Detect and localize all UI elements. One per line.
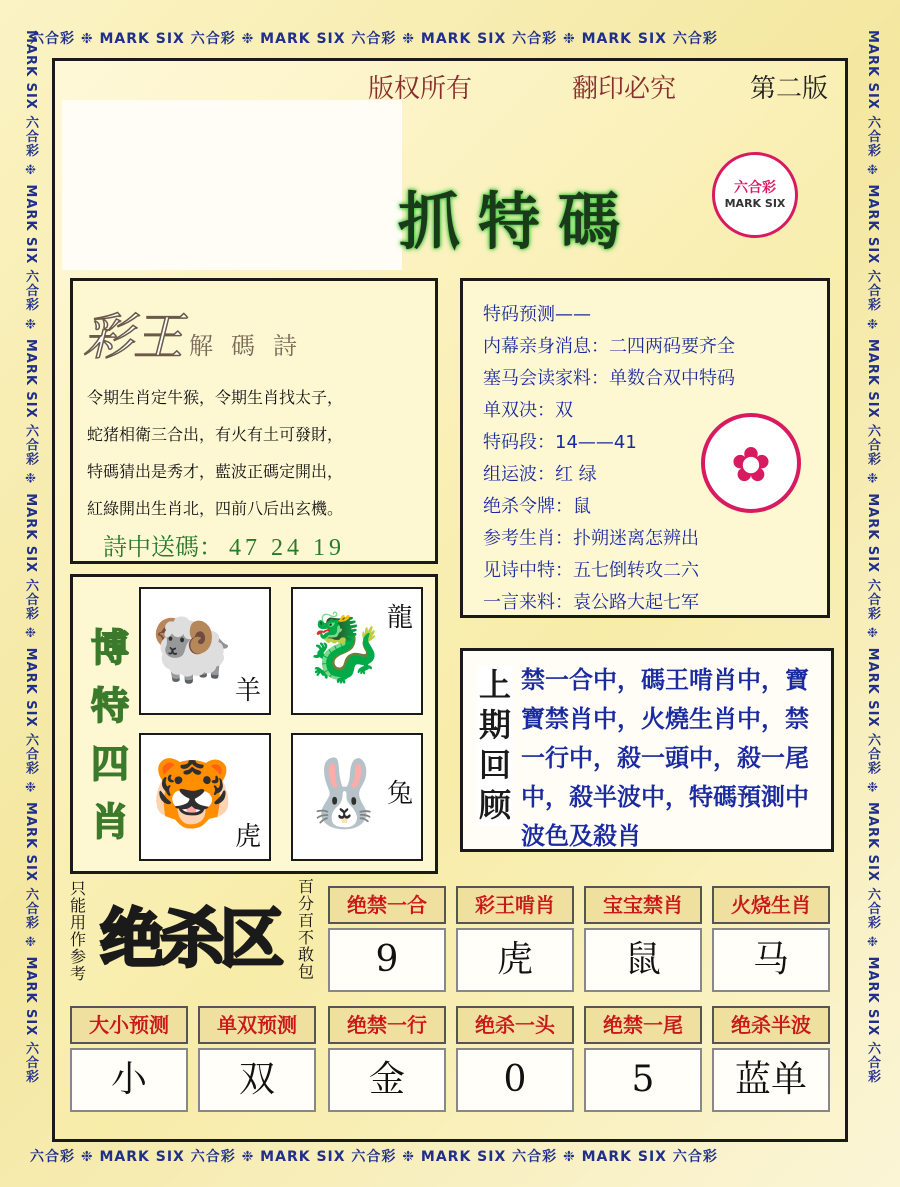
grid-value: 小 [70, 1048, 188, 1112]
grid-head: 绝禁一合 [328, 886, 446, 924]
forecast-line: 特码预测—— [483, 304, 591, 325]
poem-title [83, 297, 315, 369]
hk-seal-icon [701, 413, 801, 513]
tiger-icon: 🐯 [151, 755, 234, 832]
blank-patch [62, 100, 402, 270]
forecast-line: 单双决：双 [483, 400, 573, 421]
zodiac-name: 龍 [386, 603, 413, 633]
logo-line1: 六合彩 [734, 180, 776, 196]
grid-head: 绝禁一行 [328, 1006, 446, 1044]
zodiac-cell-goat [139, 587, 271, 715]
dragon-icon: 🐉 [303, 609, 386, 686]
kill-left-note: 只能用作参考 [70, 879, 87, 983]
review-side-char: 期 [478, 706, 511, 744]
grid-value: 蓝单 [712, 1048, 830, 1112]
goat-icon: 🐏 [151, 609, 234, 686]
zodiac-label [87, 619, 133, 851]
grid-value: 金 [328, 1048, 446, 1112]
zodiac-cell-tiger [139, 733, 271, 861]
forecast-line: 参考生肖：扑朔迷离怎辨出 [483, 528, 699, 549]
forecast-line: 一言来料：袁公路大起七军 [483, 592, 699, 613]
review-text: 禁一合中，碼王啃肖中，寶寶禁肖中，火燒生肖中，禁一行中，殺一頭中，殺一尾中，殺半波中，特碼預測中波色及殺肖 [521, 666, 809, 850]
zodiac-label-char: 特 [90, 684, 129, 728]
forecast-line: 组运波：红 绿 [483, 464, 597, 485]
poem-line: 蛇猪相衛三合出，有火有土可發財， [87, 425, 344, 444]
poem-gift-values: 47 24 19 [229, 535, 345, 561]
forecast-line: 特码段：14——41 [483, 432, 637, 453]
grid-value: 双 [198, 1048, 316, 1112]
bauhinia-flower-icon: ✿ [730, 437, 772, 493]
grid-value: 鼠 [584, 928, 702, 992]
grid-value: 9 [328, 928, 446, 992]
zodiac-name: 兔 [386, 779, 413, 809]
logo-line2: MARK SIX [724, 197, 786, 210]
poem-gift [103, 527, 345, 562]
poem-box [70, 278, 438, 564]
zodiac-cell-dragon [291, 587, 423, 715]
grid-value: 虎 [456, 928, 574, 992]
review-box [460, 648, 834, 852]
kill-right-note: 百分百不敢包 [298, 877, 315, 981]
copyright-text: 版权所有 [368, 74, 473, 104]
review-side-char: 顾 [478, 786, 511, 824]
poem-line: 令期生肖定牛猴，令期生肖找太子， [87, 388, 344, 407]
zodiac-label-char: 四 [90, 742, 129, 786]
zodiac-label-char: 博 [90, 626, 129, 670]
zodiac-name: 虎 [234, 822, 261, 852]
zodiac-name: 羊 [234, 676, 261, 706]
zodiac-box [70, 574, 438, 874]
grid-value: 0 [456, 1048, 574, 1112]
poem-lines [87, 379, 427, 527]
grid-head: 彩王啃肖 [456, 886, 574, 924]
grid-head: 大小预测 [70, 1006, 188, 1044]
grid-head: 单双预测 [198, 1006, 316, 1044]
forecast-line: 塞马会读家料：单数合双中特码 [483, 368, 735, 389]
zodiac-label-char: 肖 [90, 800, 129, 844]
grid-head: 绝杀半波 [712, 1006, 830, 1044]
poem-line: 特碼猜出是秀才，藍波正碼定開出， [87, 462, 344, 481]
kill-title: 绝杀区 [100, 903, 280, 977]
grid-value: 马 [712, 928, 830, 992]
forecast-box [460, 278, 830, 618]
forecast-list [483, 299, 735, 619]
right-border-strip: MARK SIX 六合彩 ❉ MARK SIX 六合彩 ❉ MARK SIX 六合彩 ❉ MARK SIX 六合彩 ❉ MARK SIX 六合彩 ❉ MARK SIX 六合彩 ❉ MARK SIX 六合彩 [865, 30, 880, 1084]
grid-head: 绝禁一尾 [584, 1006, 702, 1044]
zodiac-cell-rabbit [291, 733, 423, 861]
poem-gift-label: 詩中送碼： [103, 533, 223, 561]
grid-head: 火烧生肖 [712, 886, 830, 924]
grid-head: 绝杀一头 [456, 1006, 574, 1044]
top-border-strip: 六合彩 ❉ MARK SIX 六合彩 ❉ MARK SIX 六合彩 ❉ MARK SIX 六合彩 ❉ MARK SIX 六合彩 [30, 31, 718, 47]
page-title: 抓特碼 [398, 185, 639, 258]
poem-title-big: 彩王 [83, 308, 183, 366]
mark-six-logo [712, 152, 798, 238]
poem-line: 紅綠開出生肖北，四前八后出玄機。 [87, 499, 344, 518]
review-side-char: 上 [478, 666, 511, 704]
poem-title-small: 解碼詩 [189, 332, 315, 360]
grid-value: 5 [584, 1048, 702, 1112]
left-border-strip: MARK SIX 六合彩 ❉ MARK SIX 六合彩 ❉ MARK SIX 六合彩 ❉ MARK SIX 六合彩 ❉ MARK SIX 六合彩 ❉ MARK SIX 六合彩 ❉ MARK SIX 六合彩 [23, 30, 38, 1084]
rabbit-icon: 🐰 [303, 755, 386, 832]
forecast-line: 绝杀令牌：鼠 [483, 496, 591, 517]
review-side-label [477, 665, 513, 825]
edition-text: 第二版 [750, 74, 829, 104]
no-reprint-text: 翻印必究 [572, 74, 677, 104]
grid-head: 宝宝禁肖 [584, 886, 702, 924]
forecast-line: 内幕亲身消息：二四两码要齐全 [483, 336, 735, 357]
bottom-border-strip: 六合彩 ❉ MARK SIX 六合彩 ❉ MARK SIX 六合彩 ❉ MARK SIX 六合彩 ❉ MARK SIX 六合彩 [30, 1149, 718, 1165]
review-side-char: 回 [478, 746, 511, 784]
forecast-line: 见诗中特：五七倒转攻二六 [483, 560, 699, 581]
